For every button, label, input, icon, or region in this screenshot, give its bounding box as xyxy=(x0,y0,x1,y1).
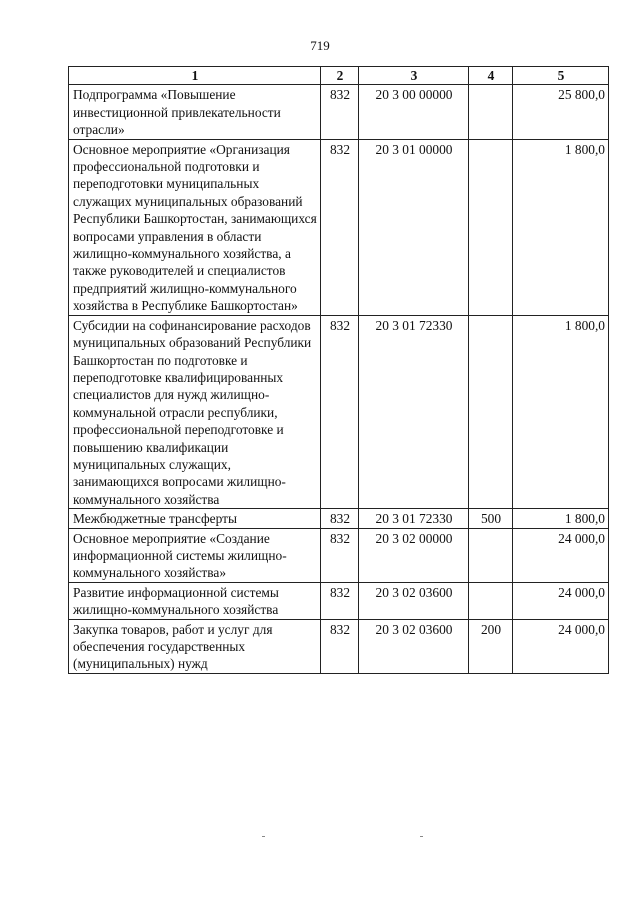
row-name: Межбюджетные трансферты xyxy=(69,509,321,528)
row-col2: 832 xyxy=(321,619,359,673)
table-row xyxy=(69,139,609,315)
row-col4: 500 xyxy=(469,509,513,528)
row-col5: 1 800,0 xyxy=(513,315,609,508)
row-col3: 20 3 02 03600 xyxy=(359,619,469,673)
row-col3: 20 3 02 03600 xyxy=(359,582,469,619)
row-name: Закупка товаров, работ и услуг для обеспечения государственных (муниципальных) нужд xyxy=(69,619,321,673)
row-col3: 20 3 02 00000 xyxy=(359,528,469,582)
row-col4 xyxy=(469,528,513,582)
row-col4 xyxy=(469,85,513,139)
row-col2: 832 xyxy=(321,582,359,619)
column-header: 5 xyxy=(513,67,609,85)
row-col4 xyxy=(469,315,513,508)
scan-speck xyxy=(420,836,423,837)
row-col4: 200 xyxy=(469,619,513,673)
row-col4 xyxy=(469,139,513,315)
table-row xyxy=(69,509,609,528)
row-col2: 832 xyxy=(321,139,359,315)
row-name: Основное мероприятие «Организация профессиональной подготовки и переподготовки муниципальных служащих муниципальных образований Республики Башкортостан, занимающихся вопросами управления в области жилищно-коммунального хозяйства, а также руководителей и специалистов предприятий жилищно-коммунального хозяйства в Республике Башкортостан» xyxy=(69,139,321,315)
row-col2: 832 xyxy=(321,528,359,582)
row-name: Основное мероприятие «Создание информационной системы жилищно-коммунального хозяйства» xyxy=(69,528,321,582)
row-col3: 20 3 00 00000 xyxy=(359,85,469,139)
table-header-row xyxy=(69,67,609,85)
row-col5: 24 000,0 xyxy=(513,528,609,582)
row-col3: 20 3 01 72330 xyxy=(359,315,469,508)
row-col3: 20 3 01 00000 xyxy=(359,139,469,315)
row-col3: 20 3 01 72330 xyxy=(359,509,469,528)
row-col5: 1 800,0 xyxy=(513,139,609,315)
row-name: Развитие информационной системы жилищно-коммунального хозяйства xyxy=(69,582,321,619)
row-col2: 832 xyxy=(321,85,359,139)
column-header: 2 xyxy=(321,67,359,85)
table-row xyxy=(69,582,609,619)
row-col5: 24 000,0 xyxy=(513,582,609,619)
budget-table xyxy=(68,66,609,674)
table-row xyxy=(69,619,609,673)
column-header: 4 xyxy=(469,67,513,85)
row-col5: 24 000,0 xyxy=(513,619,609,673)
column-header: 3 xyxy=(359,67,469,85)
table-row xyxy=(69,85,609,139)
page-number: 719 xyxy=(310,38,330,53)
row-col5: 1 800,0 xyxy=(513,509,609,528)
table-row xyxy=(69,315,609,508)
scan-speck xyxy=(262,836,265,837)
row-col2: 832 xyxy=(321,509,359,528)
table-row xyxy=(69,528,609,582)
row-col2: 832 xyxy=(321,315,359,508)
row-col4 xyxy=(469,582,513,619)
row-name: Субсидии на софинансирование расходов муниципальных образований Республики Башкортостан по подготовке и переподготовке квалифицированных специалистов для нужд жилищно-коммунальной отрасли республики, профессиональной переподготовке и повышению квалификации муниципальных служащих, занимающихся вопросами жилищно-коммунального хозяйства xyxy=(69,315,321,508)
row-col5: 25 800,0 xyxy=(513,85,609,139)
column-header: 1 xyxy=(69,67,321,85)
row-name: Подпрограмма «Повышение инвестиционной привлекательности отрасли» xyxy=(69,85,321,139)
